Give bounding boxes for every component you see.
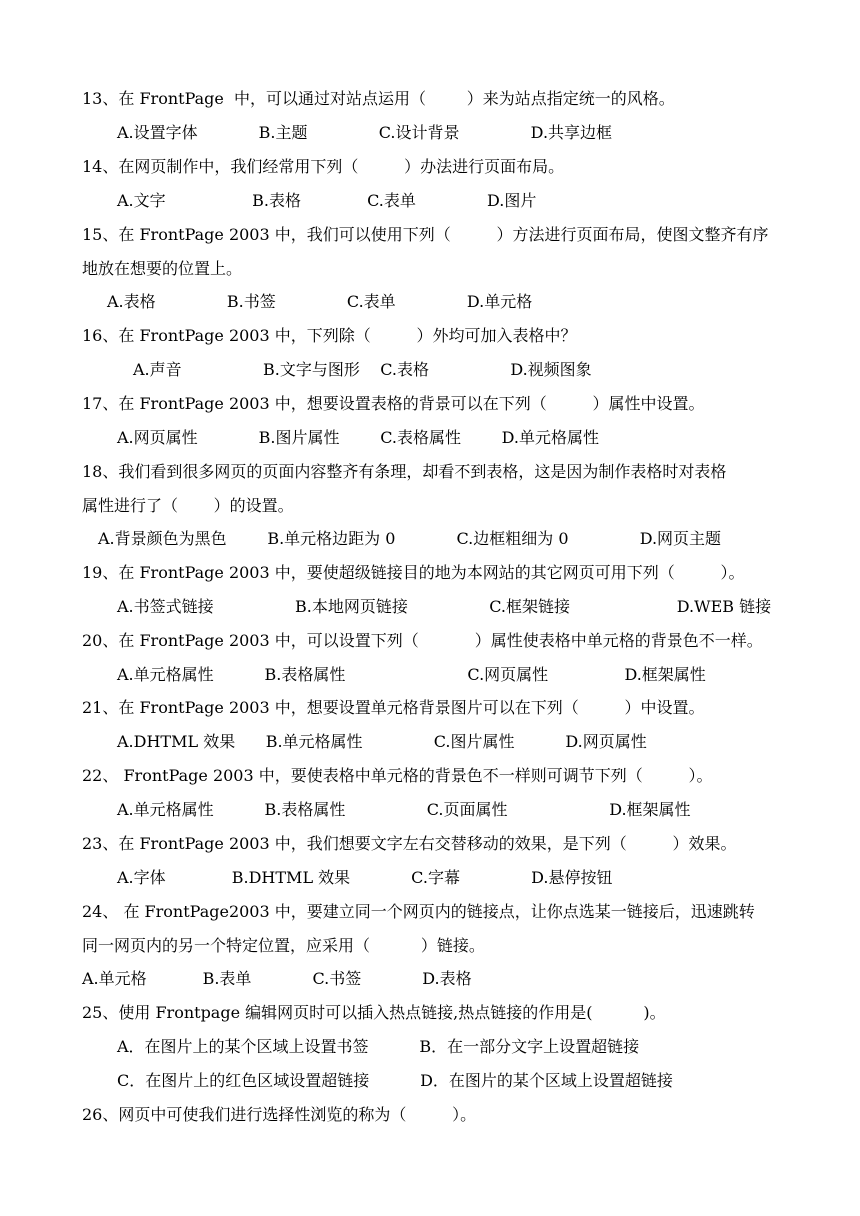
question-17: 17、在 FrontPage 2003 中，想要设置表格的背景可以在下列（ ）属性中设置。 [82, 394, 705, 413]
options-19: A.书签式链接 B.本地网页链接 C.框架链接 D.WEB 链接 [117, 597, 772, 616]
options-22: A.单元格属性 B.表格属性 C.页面属性 D.框架属性 [117, 800, 691, 819]
options-24: A.单元格 B.表单 C.书签 D.表格 [82, 969, 472, 988]
options-25-row1: A．在图片上的某个区域上设置书签 B．在一部分文字上设置超链接 [117, 1037, 640, 1056]
question-15-line2: 地放在想要的位置上。 [82, 259, 243, 278]
question-23: 23、在 FrontPage 2003 中，我们想要文字左右交替移动的效果，是下列（ ）效果。 [82, 834, 737, 853]
options-13: A.设置字体 B.主题 C.设计背景 D.共享边框 [117, 123, 613, 142]
options-17: A.网页属性 B.图片属性 C.表格属性 D.单元格属性 [117, 428, 599, 447]
question-24-line2: 同一网页内的另一个特定位置，应采用（ ）链接。 [82, 936, 485, 955]
question-21: 21、在 FrontPage 2003 中，想要设置单元格背景图片可以在下列（ ）中设置。 [82, 698, 705, 717]
question-25: 25、使用 Frontpage 编辑网页时可以插入热点链接,热点链接的作用是( )。 [82, 1003, 666, 1022]
options-16: A.声音 B.文字与图形 C.表格 D.视频图象 [133, 360, 592, 379]
question-24-line1: 24、 在 FrontPage2003 中，要建立同一个网页内的链接点，让你点选某一链接后，迅速跳转 [82, 902, 755, 921]
question-22: 22、 FrontPage 2003 中，要使表格中单元格的背景色不一样则可调节下列（ ）。 [82, 766, 713, 785]
question-16: 16、在 FrontPage 2003 中，下列除（ ）外均可加入表格中？ [82, 326, 577, 345]
question-26: 26、网页中可使我们进行选择性浏览的称为（ ）。 [82, 1105, 477, 1124]
question-14: 14、在网页制作中，我们经常用下列（ ）办法进行页面布局。 [82, 157, 565, 176]
options-23: A.字体 B.DHTML 效果 C.字幕 D.悬停按钮 [117, 868, 613, 887]
options-21: A.DHTML 效果 B.单元格属性 C.图片属性 D.网页属性 [117, 732, 647, 751]
options-20: A.单元格属性 B.表格属性 C.网页属性 D.框架属性 [117, 665, 706, 684]
options-15: A.表格 B.书签 C.表单 D.单元格 [107, 292, 533, 311]
question-20: 20、在 FrontPage 2003 中，可以设置下列（ ）属性使表格中单元格的背景色不一样。 [82, 631, 763, 650]
question-15-line1: 15、在 FrontPage 2003 中，我们可以使用下列（ ）方法进行页面布局，使图文整齐有序 [82, 225, 769, 244]
options-14: A.文字 B.表格 C.表单 D.图片 [117, 191, 537, 210]
options-25-row2: C．在图片上的红色区域设置超链接 D．在图片的某个区域上设置超链接 [117, 1071, 673, 1090]
question-19: 19、在 FrontPage 2003 中，要使超级链接目的地为本网站的其它网页可用下列（ ）。 [82, 563, 745, 582]
options-18: A.背景颜色为黑色 B.单元格边距为 0 C.边框粗细为 0 D.网页主题 [98, 529, 722, 548]
question-18-line1: 18、我们看到很多网页的页面内容整齐有条理，却看不到表格，这是因为制作表格时对表格 [82, 462, 727, 481]
question-18-line2: 属性进行了（ ）的设置。 [82, 496, 294, 515]
question-13: 13、在 FrontPage 中，可以通过对站点运用（ ）来为站点指定统一的风格。 [82, 89, 675, 108]
